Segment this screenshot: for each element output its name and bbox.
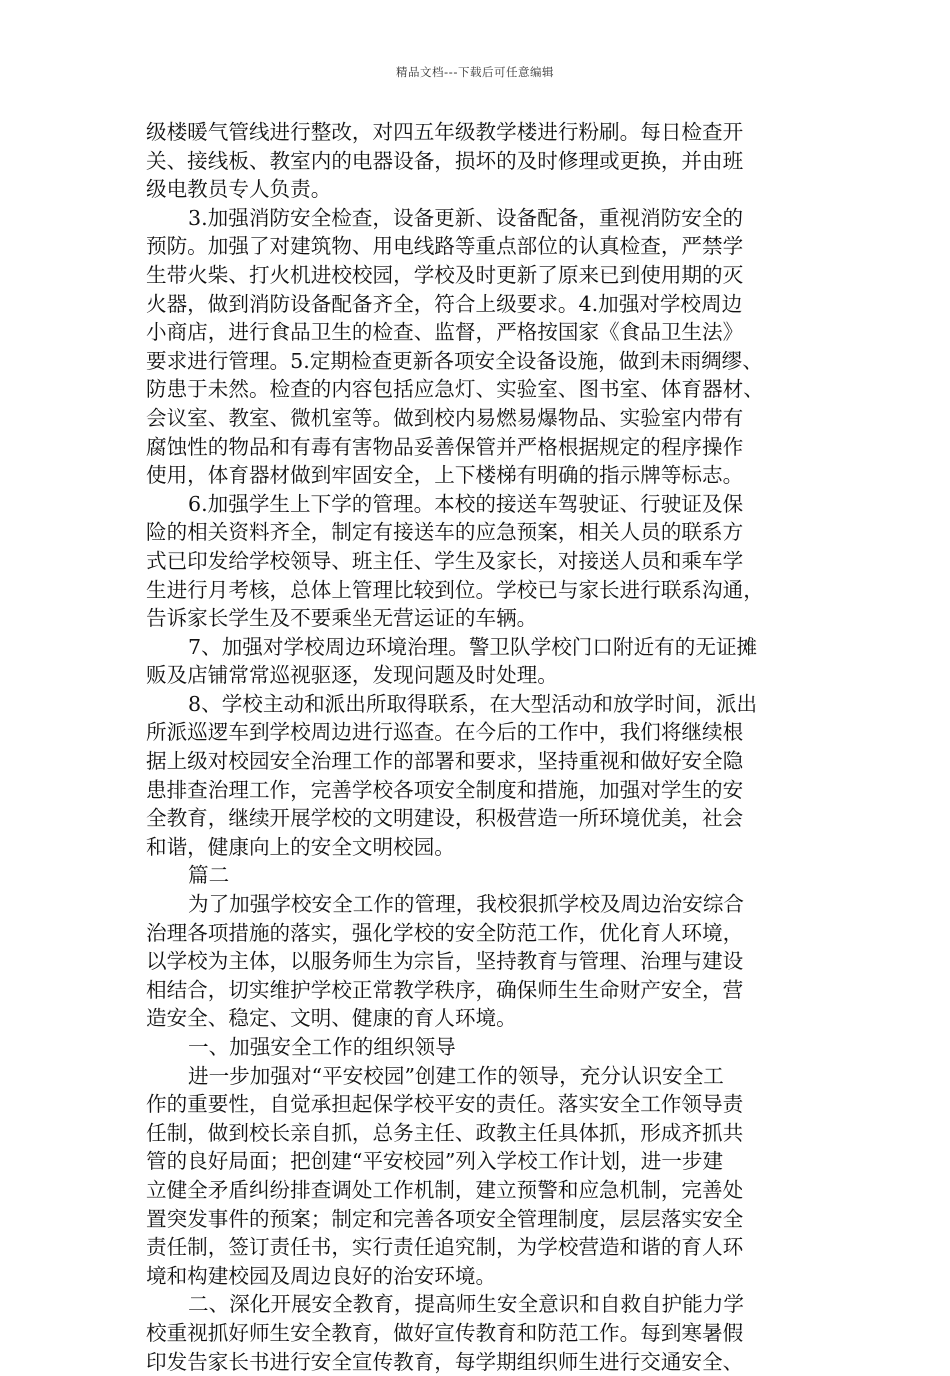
text-line: 关、接线板、教室内的电器设备，损坏的及时修理或更换，并由班 — [146, 148, 744, 173]
text-line: 作的重要性，自觉承担起保学校平安的责任。落实安全工作领导责 — [146, 1092, 744, 1117]
text-line: 6.加强学生上下学的管理。本校的接送车驾驶证、行驶证及保 — [188, 491, 744, 516]
text-line: 治理各项措施的落实，强化学校的安全防范工作，优化育人环境， — [146, 920, 744, 945]
text-line: 管的良好局面；把创建“平安校园”列入学校工作计划，进一步建 — [146, 1149, 724, 1174]
text-line: 级电教员专人负责。 — [146, 177, 332, 202]
document-body — [146, 118, 806, 1376]
text-line: 全教育，继续开展学校的文明建设，积极营造一所环境优美，社会 — [146, 806, 744, 831]
text-line: 火器，做到消防设备配备齐全，符合上级要求。4.加强对学校周边 — [146, 291, 743, 316]
text-line: 置突发事件的预案；制定和完善各项安全管理制度，层层落实安全 — [146, 1206, 744, 1231]
text-line: 境和构建校园及周边良好的治安环境。 — [146, 1263, 497, 1288]
text-line: 防患于未然。检查的内容包括应急灯、实验室、图书室、体育器材、 — [146, 377, 764, 402]
text-line: 级楼暖气管线进行整改，对四五年级教学楼进行粉刷。每日检查开 — [146, 120, 744, 144]
text-line: 患排查治理工作，完善学校各项安全制度和措施，加强对学生的安 — [146, 777, 744, 802]
text-line: 使用，体育器材做到牢固安全，上下楼梯有明确的指示牌等标志。 — [146, 463, 744, 488]
text-line: 据上级对校园安全治理工作的部署和要求，坚持重视和做好安全隐 — [146, 749, 744, 774]
text-line: 造安全、稳定、文明、健康的育人环境。 — [146, 1006, 517, 1031]
text-line: 校重视抓好师生安全教育，做好宣传教育和防范工作。每到寒暑假 — [146, 1320, 744, 1345]
text-line: 要求进行管理。5.定期检查更新各项安全设备设施，做到未雨绸缪、 — [146, 348, 763, 373]
text-line: 预防。加强了对建筑物、用电线路等重点部位的认真检查，严禁学 — [146, 234, 744, 259]
text-line: 相结合，切实维护学校正常教学秩序，确保师生生命财产安全，营 — [146, 977, 744, 1002]
text-line: 所派巡逻车到学校周边进行巡查。在今后的工作中，我们将继续根 — [146, 720, 744, 745]
text-line: 生带火柴、打火机进校校园，学校及时更新了原来已到使用期的灭 — [146, 262, 744, 287]
text-line: 一、加强安全工作的组织领导 — [188, 1035, 456, 1059]
text-line: 进一步加强对“平安校园”创建工作的领导，充分认识安全工 — [188, 1063, 724, 1088]
text-line: 贩及店铺常常巡视驱逐，发现问题及时处理。 — [146, 663, 558, 688]
text-line: 险的相关资料齐全，制定有接送车的应急预案，相关人员的联系方 — [146, 520, 744, 545]
text-line: 印发告家长书进行安全宣传教育，每学期组织师生进行交通安全、 — [146, 1349, 744, 1374]
text-line: 小商店，进行食品卫生的检查、监督，严格按国家《食品卫生法》 — [146, 320, 744, 345]
text-line: 3.加强消防安全检查，设备更新、设备配备，重视消防安全的 — [188, 205, 744, 230]
text-line: 为了加强学校安全工作的管理，我校狠抓学校及周边治安综合 — [188, 892, 745, 917]
text-line: 生进行月考核，总体上管理比较到位。学校已与家长进行联系沟通， — [146, 577, 764, 602]
page-header: 精品文档---下载后可任意编辑 — [396, 65, 554, 79]
text-line: 和谐，健康向上的安全文明校园。 — [146, 834, 455, 859]
text-line: 告诉家长学生及不要乘坐无营运证的车辆。 — [146, 606, 538, 631]
text-line: 8、学校主动和派出所取得联系，在大型活动和放学时间，派出 — [188, 691, 758, 716]
text-line: 立健全矛盾纠纷排查调处工作机制，建立预警和应急机制，完善处 — [146, 1177, 744, 1202]
text-line: 篇二 — [188, 863, 230, 888]
text-line: 式已印发给学校领导、班主任、学生及家长，对接送人员和乘车学 — [146, 548, 744, 573]
text-line: 责任制，签订责任书，实行责任追究制，为学校营造和谐的育人环 — [146, 1235, 744, 1260]
text-line: 二、深化开展安全教育，提高师生安全意识和自救自护能力学 — [188, 1292, 745, 1317]
text-line: 会议室、教室、微机室等。做到校内易燃易爆物品、实验室内带有 — [146, 405, 744, 430]
text-line: 任制，做到校长亲自抓，总务主任、政教主任具体抓，形成齐抓共 — [146, 1120, 744, 1145]
text-line: 以学校为主体，以服务师生为宗旨，坚持教育与管理、治理与建设 — [146, 949, 744, 974]
text-line: 7、加强对学校周边环境治理。警卫队学校门口附近有的无证摊 — [188, 634, 758, 659]
text-line: 腐蚀性的物品和有毒有害物品妥善保管并严格根据规定的程序操作 — [146, 434, 744, 459]
